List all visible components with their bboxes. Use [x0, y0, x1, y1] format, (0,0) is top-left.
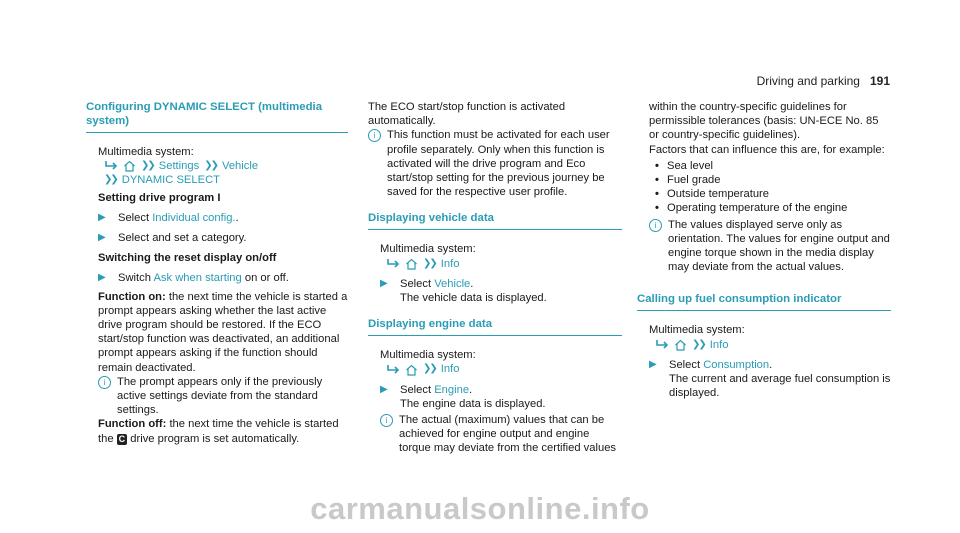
double-chevron-icon: ❯❯: [423, 363, 436, 375]
step-ask-when-starting: ▶ Switch Ask when starting on or off.: [98, 272, 289, 285]
menu-vehicle-link[interactable]: Vehicle: [221, 160, 259, 173]
double-chevron-icon: ❯❯: [692, 338, 705, 350]
step-arrow-icon: ▶: [649, 358, 657, 370]
function-off-paragraph: Function off: the next time the vehicle is started the C drive program is set automatically.: [98, 418, 339, 445]
step-arrow-icon: ▶: [98, 211, 106, 223]
section-title-fuel-consumption: Calling up fuel consumption indicator: [637, 292, 891, 311]
step-arrow-icon: ▶: [380, 383, 388, 395]
individual-config-link[interactable]: Individual config.: [152, 211, 236, 224]
subheading-drive-program: Setting drive program I: [98, 191, 221, 204]
menu-info-link[interactable]: Info: [440, 257, 460, 270]
list-item: • Sea level: [655, 159, 714, 172]
step-arrow-icon: ▶: [98, 232, 106, 244]
running-header-section: Driving and parking: [756, 74, 860, 88]
multimedia-label: Multimedia system:: [649, 324, 745, 337]
note-orientation: i The values displayed serve only as orientation. The values for engine output and engine torque shown in the media display may deviate from the actual values.: [649, 218, 891, 275]
menu-path-continued: [98, 173, 348, 187]
path-arrow-icon: [104, 160, 118, 172]
list-item: • Operating temperature of the engine: [655, 202, 848, 215]
eco-intro: The ECO start/stop function is activated automatically.: [368, 101, 566, 128]
list-item: • Fuel grade: [655, 174, 721, 187]
step-select-consumption: ▶ Select Consumption. The current and average fuel consumption is displayed.: [649, 358, 891, 400]
section-title-dynamic-select: Configuring DYNAMIC SELECT (multimedia system): [86, 100, 348, 133]
section-title-engine-data: Displaying engine data: [368, 317, 622, 336]
multimedia-label: Multimedia system:: [380, 243, 476, 256]
note-prompt: i The prompt appears only if the previously active settings deviate from the standard settings.: [98, 375, 348, 418]
menu-path: [380, 257, 622, 271]
watermark-text: carmanualsonline.info: [310, 491, 650, 526]
consumption-link[interactable]: Consumption: [703, 358, 770, 371]
home-icon[interactable]: [405, 258, 418, 270]
double-chevron-icon: ❯❯: [104, 174, 117, 186]
note-actual-values: i The actual (maximum) values that can be achieved for engine output and engine torque may deviate from the certified values: [380, 413, 622, 456]
step-select-vehicle: ▶ Select Vehicle. The vehicle data is displayed.: [380, 277, 547, 305]
tolerance-continuation: within the country-specific guidelines for permissible tolerances (basis: UN-ECE No. 85 or country-specific guidelines).: [649, 101, 879, 142]
page-number: 191: [869, 74, 890, 88]
note-info-icon: i: [649, 219, 662, 232]
menu-settings-link[interactable]: Settings: [158, 160, 200, 173]
path-arrow-icon: [386, 258, 400, 270]
double-chevron-icon: ❯❯: [204, 160, 217, 172]
path-arrow-icon: [655, 339, 669, 351]
ask-when-starting-link[interactable]: Ask when starting: [153, 272, 242, 285]
note-user-profile: i This function must be activated for each user profile separately. Only when this function is activated will the drive program and Eco start/stop setting for the previous journey be saved for the respective user profile.: [368, 128, 622, 199]
menu-path: [98, 159, 348, 173]
function-on-paragraph: Function on: the next time the vehicle is started a prompt appears asking whether the last active drive program should be restored. If the ECO start/stop function was deactivated, an additional prompt appears asking if the function should remain deactivated.: [98, 290, 348, 374]
c-drive-program-badge: C: [118, 433, 126, 444]
double-chevron-icon: ❯❯: [423, 257, 436, 269]
step-arrow-icon: ▶: [380, 277, 388, 289]
running-header: [757, 74, 890, 88]
step-set-category: ▶ Select and set a category.: [98, 232, 247, 245]
menu-path: [649, 338, 891, 352]
vehicle-link[interactable]: Vehicle: [434, 277, 471, 290]
engine-link[interactable]: Engine: [434, 383, 470, 396]
multimedia-label: Multimedia system:: [380, 349, 476, 362]
column-1: [86, 100, 348, 446]
menu-info-link[interactable]: Info: [709, 338, 729, 351]
menu-info-link[interactable]: Info: [440, 363, 460, 376]
multimedia-label: Multimedia system:: [98, 146, 194, 158]
list-item: • Outside temperature: [655, 188, 769, 201]
home-icon[interactable]: [405, 364, 418, 376]
path-arrow-icon: [386, 364, 400, 376]
note-info-icon: i: [380, 414, 393, 427]
section-title-vehicle-data: Displaying vehicle data: [368, 211, 622, 230]
column-2: [368, 100, 622, 456]
column-3: [637, 100, 891, 400]
note-info-icon: i: [98, 376, 111, 389]
step-arrow-icon: ▶: [98, 272, 106, 284]
step-select-engine: ▶ Select Engine. The engine data is displayed.: [380, 383, 546, 410]
double-chevron-icon: ❯❯: [141, 160, 154, 172]
menu-dynamic-select-link[interactable]: DYNAMIC SELECT: [121, 174, 220, 187]
note-info-icon: i: [368, 129, 381, 142]
factor-list: [649, 159, 891, 216]
step-select-individual: ▶ Select Individual config..: [98, 211, 239, 224]
menu-path: [380, 362, 622, 376]
home-icon[interactable]: [123, 160, 136, 172]
subheading-reset-display: Switching the reset display on/off: [98, 252, 277, 265]
home-icon[interactable]: [674, 339, 687, 351]
factors-intro: Factors that can influence this are, for example:: [649, 143, 885, 156]
